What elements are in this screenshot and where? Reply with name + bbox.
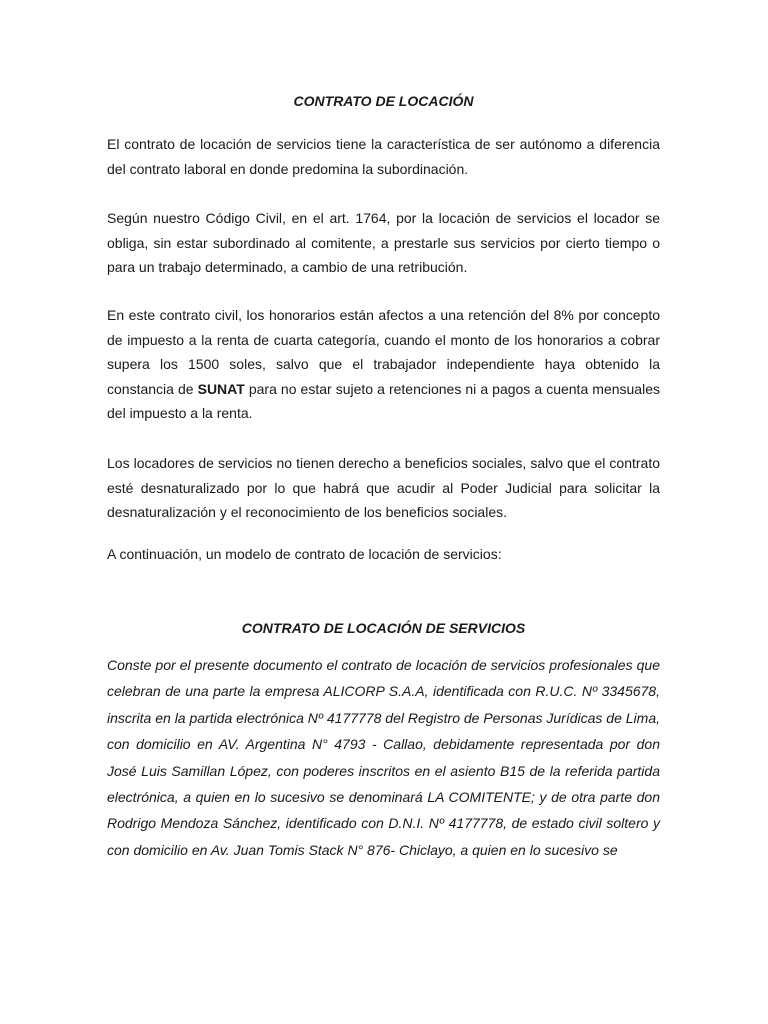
paragraph-contract-body: Conste por el presente documento el contrato de locación de servicios profesionales que celebran de una parte la empresa ALICORP S.A.A, identificada con R.U.C. Nº 3345678, inscrita en la partida electrónica Nº 4177778 del Registro de Personas Jurídicas de Lima, con domicilio en AV. Argentina N° 4793 - Callao, debidamente representada por don José Luis Samillan López, con poderes inscritos en el asiento B15 de la referida partida electrónica, a quien en lo sucesivo se denominará LA COMITENTE; y de otra parte don Rodrigo Mendoza Sánchez, identificado con D.N.I. Nº 4177778, de estado civil soltero y con domicilio en Av. Juan Tomis Stack N° 876- Chiclayo, a quien en lo sucesivo se xyxy=(107,657,660,858)
paragraph-intro: El contrato de locación de servicios tiene la característica de ser autónomo a diferencia del contrato laboral en donde predomina la subordinación. xyxy=(107,136,660,177)
paragraph-codigo-civil: Según nuestro Código Civil, en el art. 1764, por la locación de servicios el locador se obliga, sin estar subordinado al comitente, a prestarle sus servicios por cierto tiempo o para un trabajo determinado, a cambio de una retribución. xyxy=(107,210,660,275)
paragraph-beneficios: Los locadores de servicios no tienen derecho a beneficios sociales, salvo que el contrato esté desnaturalizado por lo que habrá que acudir al Poder Judicial para solicitar la desnaturalización y el reconocimiento de los beneficios sociales. xyxy=(107,455,660,520)
document-title: CONTRATO DE LOCACIÓN xyxy=(293,93,474,109)
paragraph-honorarios xyxy=(107,303,660,426)
paragraph-modelo-intro: A continuación, un modelo de contrato de locación de servicios: xyxy=(107,546,502,562)
paragraph-honorarios-text-end: para no estar sujeto a retenciones ni a pagos a cuenta mensuales del impuesto a la renta. xyxy=(107,380,660,421)
sunat-bold-text: SUNAT xyxy=(197,380,245,397)
contract-model-title: CONTRATO DE LOCACIÓN DE SERVICIOS xyxy=(241,620,526,636)
paragraph-honorarios-text-start: En este contrato civil, los honorarios están afectos a una retención del 8% por concepto de impuesto a la renta de cuarta categoría, cuando el monto de los honorarios a cobrar supera los 1500 soles, salvo que el trabajador independiente haya obtenido la constancia de xyxy=(107,307,660,397)
